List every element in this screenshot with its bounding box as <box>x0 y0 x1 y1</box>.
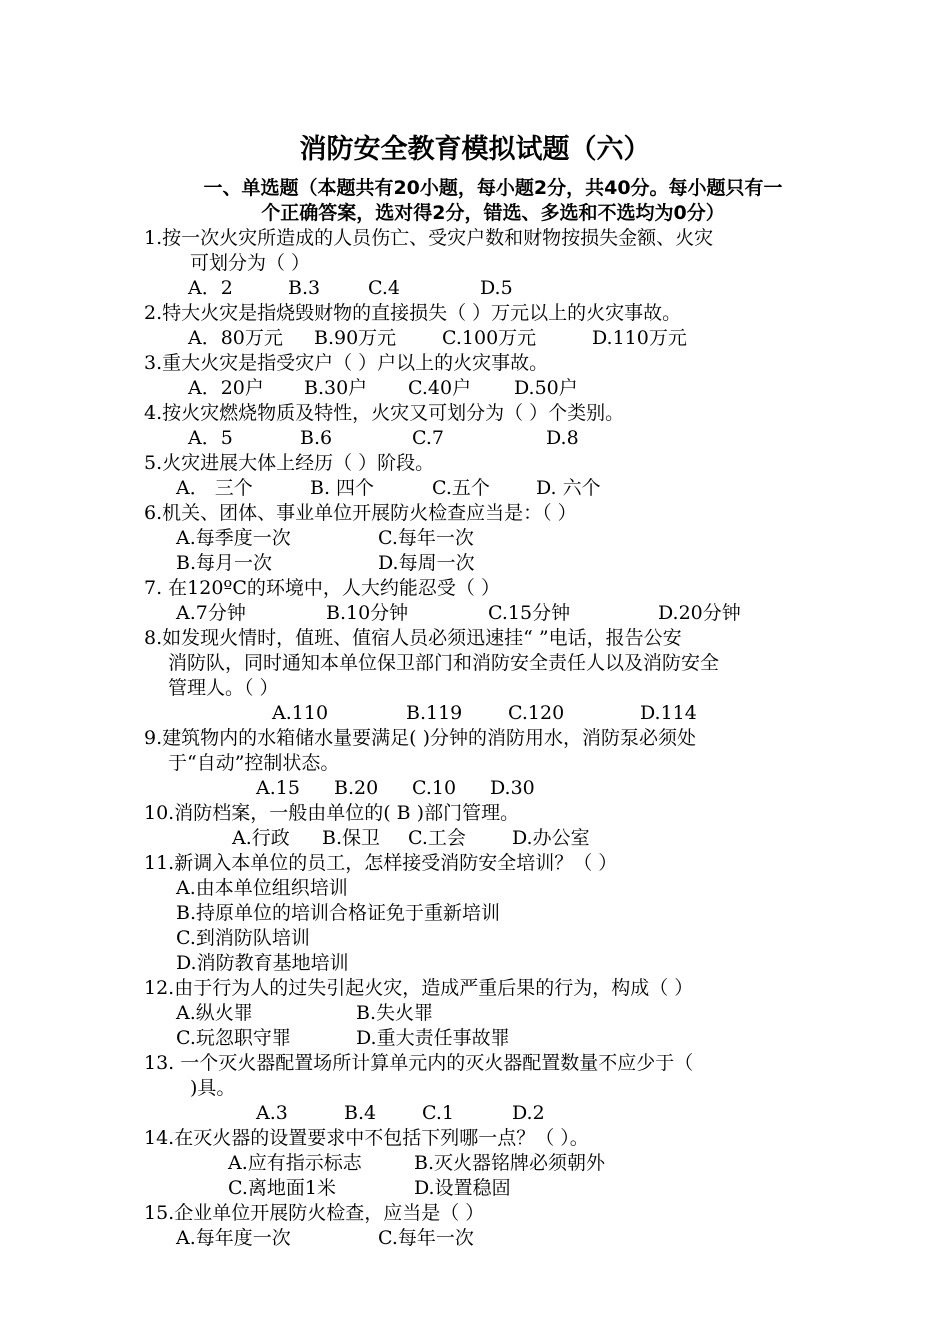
question-12-option-a: A.纵火罪 <box>176 1002 253 1024</box>
question-1-text: 1.按一次火灾所造成的人员伤亡、受灾户数和财物按损失金额、火灾 <box>144 227 714 249</box>
question-12-option-c: C.玩忽职守罪 <box>176 1027 291 1049</box>
question-14-option-a: A.应有指示标志 <box>228 1152 362 1174</box>
question-9-option-b: B.20 <box>334 777 379 799</box>
question-10-option-a: A.行政 <box>232 827 290 849</box>
question-14-text: 14.在灭火器的设置要求中不包括下列哪一点？（ ）。 <box>144 1127 589 1149</box>
question-13-text-cont: )具。 <box>190 1077 236 1099</box>
question-7-option-a: A.7分钟 <box>176 602 246 624</box>
question-1-text-cont: 可划分为（ ） <box>190 252 311 274</box>
question-15-option-c: C.每年一次 <box>378 1227 474 1249</box>
question-15-option-a: A.每年度一次 <box>176 1227 291 1249</box>
question-14-option-d: D.设置稳固 <box>414 1177 511 1199</box>
question-9-text-cont: 于“自动”控制状态。 <box>168 752 340 774</box>
question-12-option-d: D.重大责任事故罪 <box>356 1027 510 1049</box>
question-14-option-b: B.灭火器铭牌必须朝外 <box>414 1152 606 1174</box>
question-9-option-d: D.30 <box>490 777 535 799</box>
question-3-option-c: C.40户 <box>408 377 472 399</box>
question-6-text: 6.机关、团体、事业单位开展防火检查应当是：（ ） <box>144 502 577 524</box>
question-7-option-c: C.15分钟 <box>488 602 571 624</box>
question-9-text: 9.建筑物内的水箱储水量要满足( )分钟的消防用水，消防泵必须处 <box>144 727 696 749</box>
question-10-option-c: C.工会 <box>408 827 466 849</box>
question-2-option-a: A．80万元 <box>188 327 283 349</box>
question-4-option-d: D.8 <box>546 427 579 449</box>
question-4-text: 4.按火灾燃烧物质及特性，火灾又可划分为（ ）个类别。 <box>144 402 625 424</box>
question-3-text: 3.重大火灾是指受灾户（ ）户以上的火灾事故。 <box>144 352 549 374</box>
question-13-option-c: C.1 <box>422 1102 454 1124</box>
question-2-text: 2.特大火灾是指烧毁财物的直接损失（ ）万元以上的火灾事故。 <box>144 302 682 324</box>
question-1-option-b: B.3 <box>288 277 321 299</box>
question-2-option-b: B.90万元 <box>314 327 397 349</box>
question-7-option-b: B.10分钟 <box>326 602 409 624</box>
section-heading-line-2: 个正确答案，选对得2分，错选、多选和不选均为0分） <box>261 202 725 224</box>
question-3-option-a: A．20户 <box>188 377 264 399</box>
question-4-option-b: B.6 <box>300 427 333 449</box>
question-8-text-cont-1: 消防队，同时通知本单位保卫部门和消防安全责任人以及消防安全 <box>168 652 720 674</box>
question-3-option-d: D.50户 <box>514 377 578 399</box>
question-7-text: 7. 在120ºC的环境中，人大约能忍受（ ） <box>144 577 500 599</box>
question-7-option-d: D.20分钟 <box>658 602 741 624</box>
question-12-text: 12.由于行为人的过失引起火灾，造成严重后果的行为，构成（ ） <box>144 977 694 999</box>
question-13-option-b: B.4 <box>344 1102 377 1124</box>
question-3-option-b: B.30户 <box>304 377 368 399</box>
question-13-text: 13. 一个灭火器配置场所计算单元内的灭火器配置数量不应少于（ <box>144 1052 694 1074</box>
question-4-option-c: C.7 <box>412 427 444 449</box>
question-13-option-a: A.3 <box>256 1102 288 1124</box>
question-8-text-cont-2: 管理人。（ ） <box>168 677 279 699</box>
question-6-option-c: C.每年一次 <box>378 527 474 549</box>
question-15-text: 15.企业单位开展防火检查，应当是（ ） <box>144 1202 485 1224</box>
question-14-option-c: C.离地面1米 <box>228 1177 336 1199</box>
question-8-text: 8.如发现火情时，值班、值宿人员必须迅速挂“ ”电话，报告公安 <box>144 627 682 649</box>
question-5-option-d: D. 六个 <box>536 477 601 499</box>
page-title: 消防安全教育模拟试题（六） <box>299 134 651 165</box>
question-6-option-d: D.每周一次 <box>378 552 475 574</box>
question-6-option-a: A.每季度一次 <box>176 527 291 549</box>
question-10-option-b: B.保卫 <box>322 827 381 849</box>
question-1-option-a: A．2 <box>188 277 233 299</box>
question-2-option-c: C.100万元 <box>442 327 537 349</box>
question-8-option-c: C.120 <box>508 702 565 724</box>
question-8-option-b: B.119 <box>406 702 463 724</box>
question-10-text: 10.消防档案，一般由单位的( B )部门管理。 <box>144 802 520 824</box>
question-4-option-a: A．5 <box>188 427 233 449</box>
question-8-option-d: D.114 <box>640 702 697 724</box>
question-9-option-c: C.10 <box>412 777 457 799</box>
question-12-option-b: B.失火罪 <box>356 1002 434 1024</box>
question-10-option-d: D.办公室 <box>512 827 590 849</box>
question-9-option-a: A.15 <box>256 777 300 799</box>
question-5-option-a: A． 三个 <box>176 477 253 499</box>
question-6-option-b: B.每月一次 <box>176 552 273 574</box>
question-11-option-d: D.消防教育基地培训 <box>176 952 349 974</box>
question-8-option-a: A.110 <box>272 702 329 724</box>
question-11-text: 11.新调入本单位的员工，怎样接受消防安全培训？（ ） <box>144 852 618 874</box>
question-11-option-b: B.持原单位的培训合格证免于重新培训 <box>176 902 501 924</box>
question-2-option-d: D.110万元 <box>592 327 687 349</box>
question-13-option-d: D.2 <box>512 1102 545 1124</box>
question-1-option-d: D.5 <box>480 277 513 299</box>
question-1-option-c: C.4 <box>368 277 400 299</box>
question-5-option-c: C.五个 <box>432 477 490 499</box>
question-11-option-a: A.由本单位组织培训 <box>176 877 348 899</box>
question-5-text: 5.火灾进展大体上经历（ ）阶段。 <box>144 452 435 474</box>
section-heading-line-1: 一、单选题（本题共有20小题，每小题2分，共40分。每小题只有一 <box>203 177 783 199</box>
question-11-option-c: C.到消防队培训 <box>176 927 310 949</box>
question-5-option-b: B. 四个 <box>310 477 375 499</box>
